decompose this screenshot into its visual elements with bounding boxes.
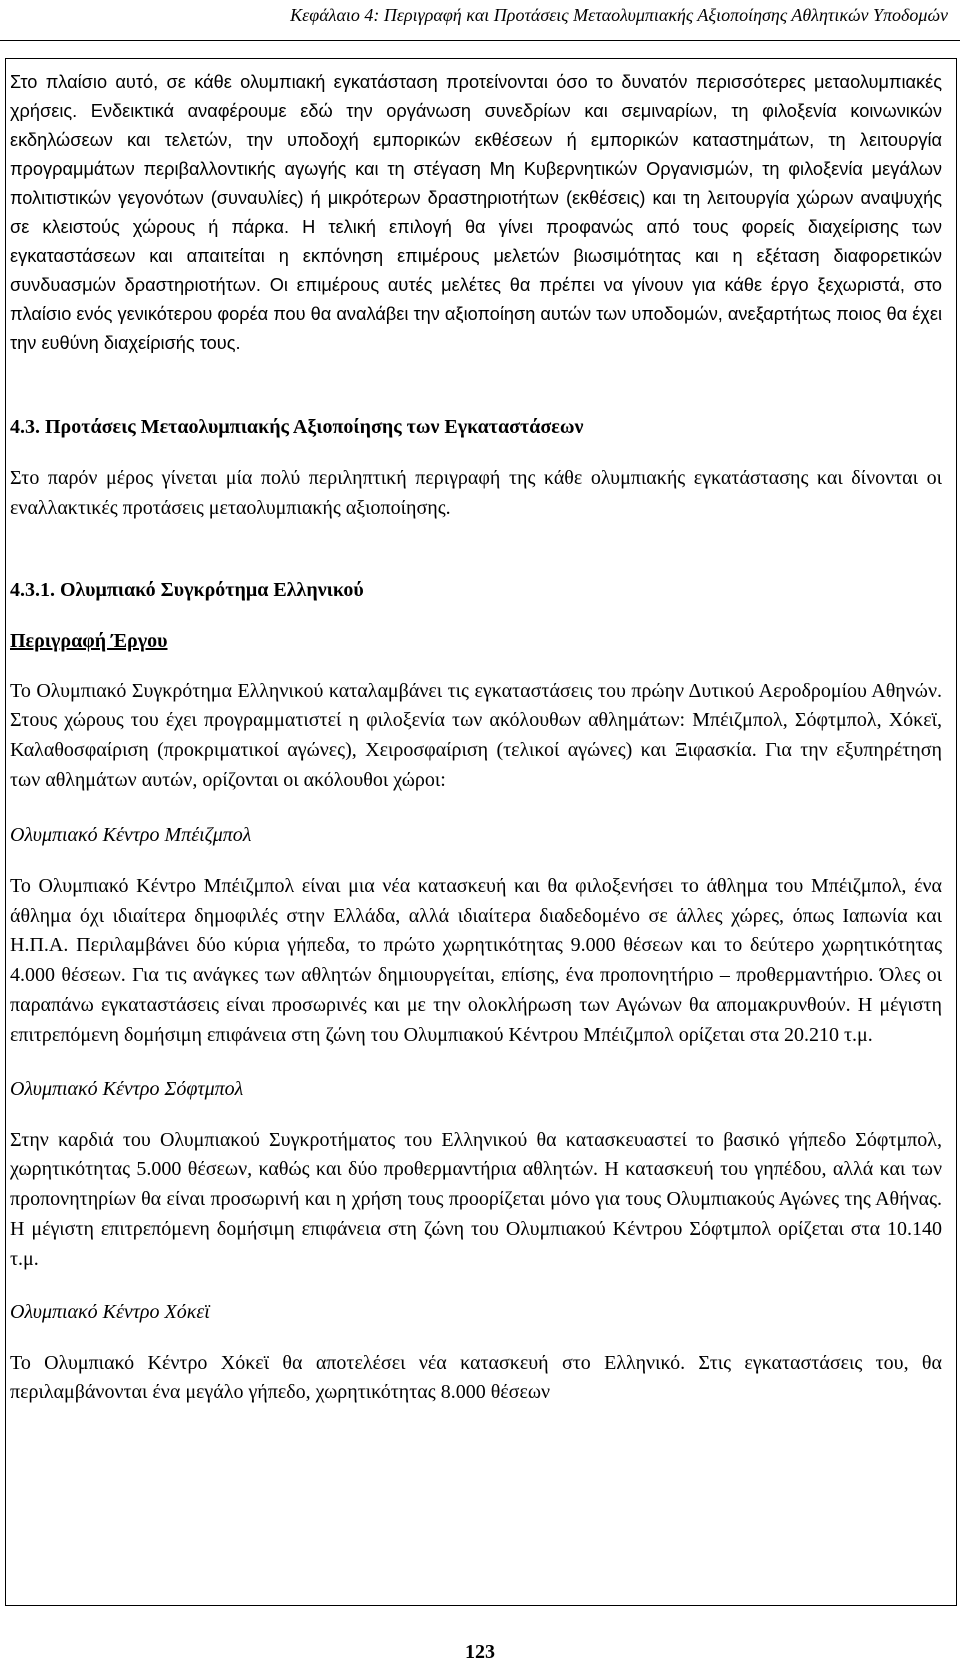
baseball-center-paragraph: Το Ολυμπιακό Κέντρο Μπέιζμπολ είναι μια νέα κατασκευή και θα φιλοξενήσει το άθλημα του Μπέιζμπολ, ένα άθλημα όχι ιδιαίτερα δημοφιλές στην Ελλάδα, αλλά ιδιαίτερα διαδεδομένο σε άλλες χώρες, όπως Ιαπωνία και Η.Π.Α. Περιλαμβάνει δύο κύρια γήπεδα, το πρώτο χωρητικότητας 9.000 θέσεων και το δεύτερο χωρητικότητας 4.000 θέσεων. Για τις ανάγκες των αθλητών δημιουργείται, επίσης, ένα προπονητήριο – προθερμαντήριο. Όλες οι παραπάνω εγκαταστάσεις είναι προσωρινές και με την ολοκλήρωση των Αγώνων θα απομακρυνθούν. Η μέγιστη επιτρεπόμενη δομήσιμη επιφάνεια στη ζώνη του Ολυμπιακού Κέντρου Μπέιζμπολ ορίζεται στα 20.210 τ.μ. (10, 874, 942, 1046)
running-header: Κεφάλαιο 4: Περιγραφή και Προτάσεις Μεταολυμπιακής Αξιοποίησης Αθλητικών Υποδομών (290, 5, 948, 25)
section-4-3-paragraph: Στο παρόν μέρος γίνεται μία πολύ περιληπτική περιγραφή της κάθε ολυμπιακής εγκατάστασης και δίνονται οι εναλλακτικές προτάσεις μεταολυμπιακής αξιοποίησης. (10, 467, 942, 519)
hockey-center-title: Ολυμπιακό Κέντρο Χόκεϊ (10, 1300, 210, 1323)
hockey-center-paragraph: Το Ολυμπιακό Κέντρο Χόκεϊ θα αποτελέσει νέα κατασκευή στο Ελληνικό. Στις εγκαταστάσεις του, θα περιλαμβάνονται ένα μεγάλο γήπεδο, χωρητικότητας 8.000 θέσεων (10, 1351, 942, 1404)
project-description-paragraph: Το Ολυμπιακό Συγκρότημα Ελληνικού καταλαμβάνει τις εγκαταστάσεις του πρώην Δυτικού Αεροδρομίου Αθηνών. Στους χώρους του έχει προγραμματιστεί η φιλοξενία των ακόλουθων αθλημάτων: Μπέιζμπολ, Σόφτμπολ, Χόκεϊ, Καλαθοσφαίριση (προκριματικοί αγώνες), Χειροσφαίριση (τελικοί αγώνες) και Ξιφασκία. Για την εξυπηρέτηση των αθλημάτων αυτών, ορίζονται οι ακόλουθοι χώροι: (10, 679, 942, 791)
page-number: 123 (465, 1641, 495, 1663)
section-4-3-1-title: 4.3.1. Ολυμπιακό Συγκρότημα Ελληνικού (10, 578, 364, 601)
section-4-3-title: 4.3. Προτάσεις Μεταολυμπιακής Αξιοποίησης των Εγκαταστάσεων (10, 416, 584, 438)
page-content (10, 68, 942, 1408)
header-divider (0, 40, 960, 41)
baseball-center-title: Ολυμπιακό Κέντρο Μπέιζμπολ (10, 823, 252, 846)
softball-center-paragraph: Στην καρδιά του Ολυμπιακού Συγκροτήματος του Ελληνικού θα κατασκευαστεί το βασικό γήπεδο Σόφτμπολ, χωρητικότητας 5.000 θέσεων, καθώς και δύο προθερμαντήρια αθλητών. Η κατασκευή του γηπέδου, αλλά και των προπονητηρίων θα είναι προσωρινή και η χρήση τους προορίζεται μόνο για τους Ολυμπιακούς Αγώνες της Αθήνας. Η μέγιστη επιτρεπόμενη δομήσιμη επιφάνεια στη ζώνη του Ολυμπιακού Κέντρου Σόφτμπολ ορίζεται στα 10.140 τ.μ. (10, 1128, 942, 1270)
intro-paragraph: Στο πλαίσιο αυτό, σε κάθε ολυμπιακή εγκατάσταση προτείνονται όσο το δυνατόν περισσότερες μεταολυμπιακές χρήσεις. Ενδεικτικά αναφέρουμε εδώ την οργάνωση συνεδρίων και σεμιναρίων, τη φιλοξενία κοινωνικών εκδηλώσεων και τελετών, την υποδοχή εμπορικών εκθέσεων ή εμπορικών καταστημάτων, τη λειτουργία προγραμμάτων περιβαλλοντικής αγωγής και τη στέγαση Μη Κυβερνητικών Οργανισμών, τη φιλοξενία μεγάλων πολιτιστικών γεγονότων (συναυλίες) ή μικρότερων δραστηριοτήτων (εκθέσεις) και τη λειτουργία χώρων αναψυχής σε κλειστούς χώρους ή πάρκα. Η τελική επιλογή θα γίνει προφανώς από τους φορείς διαχείρισης των εγκαταστάσεων και απαιτείται η εκπόνηση επιμέρους μελετών βιωσιμότητας και η εξέταση διαφορετικών συνδυασμών δραστηριοτήτων. Οι επιμέρους αυτές μελέτες θα πρέπει να γίνουν για κάθε έργο ξεχωριστά, στο πλαίσιο ενός γενικότερου φορέα που θα αναλάβει την αξιοποίηση αυτών των υποδομών, ανεξαρτήτως ποιος θα έχει την ευθύνη διαχείρισής τους. (10, 72, 942, 353)
softball-center-title: Ολυμπιακό Κέντρο Σόφτμπολ (10, 1077, 244, 1100)
project-description-title: Περιγραφή Έργου (10, 629, 168, 652)
